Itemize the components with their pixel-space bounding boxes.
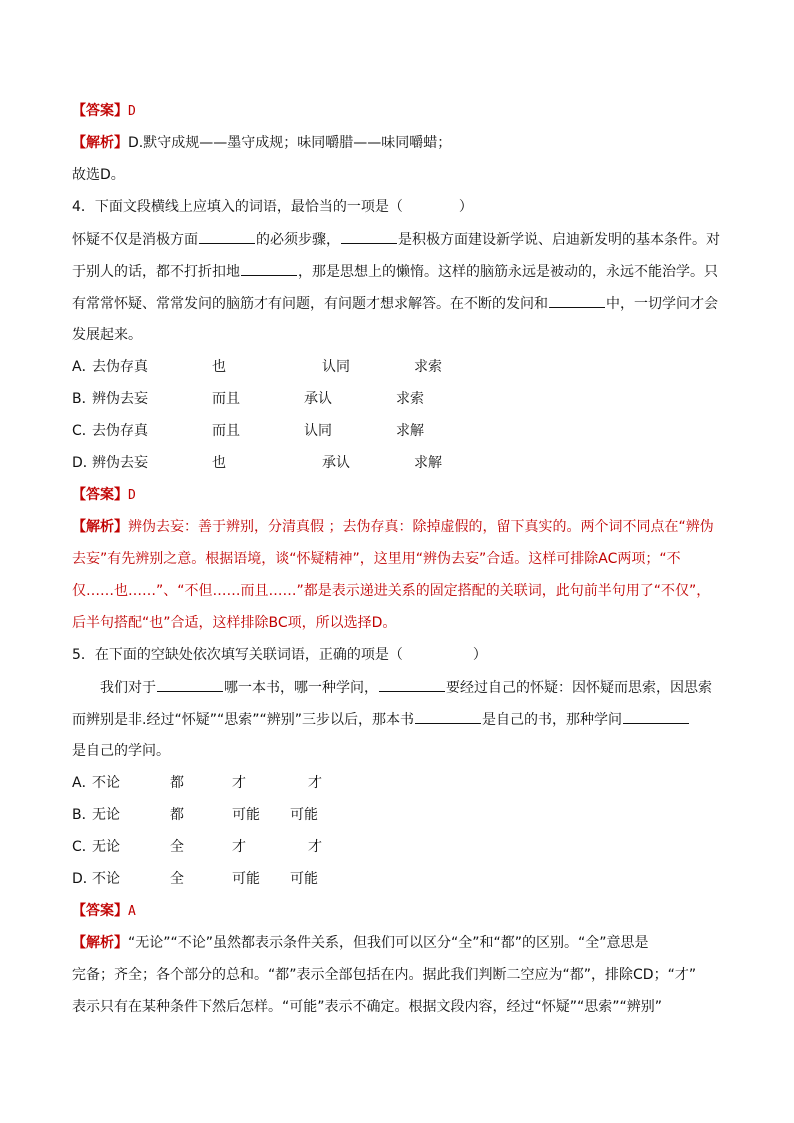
q5-answer-line: 【答案】A	[72, 903, 136, 919]
q5-analysis-line-2: 完备；齐全；各个部分的总和。“都”表示全部包括在内。据此我们判断二空应为“都”，排除CD；“才”	[72, 967, 697, 983]
q3-answer-line	[72, 101, 136, 122]
blank-1	[199, 229, 255, 244]
q4-answer: D	[128, 488, 136, 503]
q4-analysis-line-1: 【解析】辨伪去妄：善于辨别，分清真假 ；去伪存真：除掉虚假的，留下真实的。两个词不同点在“辨伪	[72, 519, 714, 535]
blank-2	[379, 677, 445, 692]
blank-4	[623, 709, 689, 724]
q5-analysis-line-1: 【解析】“无论”“不论”虽然都表示条件关系，但我们可以区分“全”和“都”的区别。“全”意思是	[72, 935, 649, 951]
q4-passage-line-1: 怀疑不仅是消极方面 的必须步骤， 是积极方面建设新学说、启迪新发明的基本条件。对	[72, 229, 720, 250]
blank-3	[241, 261, 297, 276]
q5-answer: A	[128, 904, 136, 919]
q4-passage-line-3: 有常常怀疑、常常发问的脑筋才有问题，有问题才想求解答。在不断的发问和 中，一切学问才会	[72, 293, 718, 314]
q5-passage-line-3: 是自己的学问。	[72, 743, 170, 759]
blank-2	[341, 229, 397, 244]
q5-analysis-line-3: 表示只有在某种条件下然后怎样。“可能”表示不确定。根据文段内容，经过“怀疑”“思索”“辨别”	[72, 999, 663, 1015]
document-page: 【答案】D 【解析】D.默守成规——墨守成规；味同嚼腊——味同嚼蜡； 故选D。 4．下面文段横线上应填入的词语，最恰当的一项是（ ） 怀疑不仅是消极方面 的必须步骤， 是积极方面建设新学说、启迪新发明的基本条件。对 于别人的话，都不打折扣地 ，那是思想上的懒惰。这样的脑筋永远是被动的，永远不能治学。只 有常常怀疑、常常发问的脑筋才有问题，有问题才想求解答。在不断的发问和 中，一切学问才会 发展起来。 A． 去伪存真 也 认同 求索 B． 辨伪去妄 而且 承认 求索 C． 去伪存真 而且 认同 求解 D． 辨伪去妄 也 承认 求解 【答案】D 【解析】辨伪去妄：善于辨别，分清真假 ；去伪存真：除掉虚假的，留下真实的。两个词不同点在“辨伪 去妄”有先辨别之意。根据语境，谈“怀疑精神”，这里用“辨伪去妄”合适。这样可排除AC两项；“不 仅……也……”、“不但……而且……”都是表示递进关系的固定搭配的关联词，此句前半句用了“不仅”， 后半句搭配“也”合适，这样排除BC项，所以选择D。 5．在下面的空缺处依次填写关联词语，正确的项是（ ） 我们对于 哪一本书，哪一种学问， 要经过自己的怀疑：因怀疑而思索，因思索 而辨别是非.经过“怀疑”“思索”“辨别”三步以后，那本书 是自己的书，那种学问 是自己的学问。 A． 不论 都 才 才 B． 无论 都 可能 可能 C． 无论 全 才 才 D． 不论 全 可能 可能 【答案】A 【解析】“无论”“不论”虽然都表示条件关系，但我们可以区分“全”和“都”的区别。“全”意思是 完备；齐全；各个部分的总和。“都”表示全部包括在内。据此我们判断二空应为“都”，排除CD；“才” 表示只有在某种条件下然后怎样。“可能”表示不确定。根据文段内容，经过“怀疑”“思索”“辨别”	[72, 103, 720, 1015]
q5-passage-line-2: 而辨别是非.经过“怀疑”“思索”“辨别”三步以后，那本书 是自己的书，那种学问	[72, 709, 690, 730]
q4-stem: 4．下面文段横线上应填入的词语，最恰当的一项是（ ）	[72, 199, 473, 215]
q4-analysis-line-3: 仅……也……”、“不但……而且……”都是表示递进关系的固定搭配的关联词，此句前半句用了“不仅”，	[72, 583, 711, 599]
q4-answer-line: 【答案】D	[72, 487, 136, 503]
q4-analysis-line-4: 后半句搭配“也”合适，这样排除BC项，所以选择D。	[72, 615, 397, 631]
blank-3	[415, 709, 481, 724]
q5-stem: 5．在下面的空缺处依次填写关联词语，正确的项是（ ）	[72, 647, 487, 663]
q3-conclusion: 故选D。	[72, 167, 125, 183]
q4-passage-line-2: 于别人的话，都不打折扣地 ，那是思想上的懒惰。这样的脑筋永远是被动的，永远不能治学。只	[72, 261, 718, 282]
q3-analysis-text: D.默守成规——墨守成规；味同嚼腊——味同嚼蜡；	[128, 135, 452, 151]
blank-1	[157, 677, 223, 692]
q3-answer: D	[128, 104, 136, 119]
answer-label: 【答案】	[72, 103, 128, 119]
blank-4	[549, 293, 605, 308]
q3-analysis-line	[72, 133, 451, 153]
q5-passage-line-1: 我们对于 哪一本书，哪一种学问， 要经过自己的怀疑：因怀疑而思索，因思索	[100, 677, 712, 698]
analysis-label: 【解析】	[72, 135, 128, 151]
q4-analysis-line-2: 去妄”有先辨别之意。根据语境，谈“怀疑精神”，这里用“辨伪去妄”合适。这样可排除AC两项；“不	[72, 551, 681, 567]
q4-passage-line-4: 发展起来。	[72, 327, 142, 343]
